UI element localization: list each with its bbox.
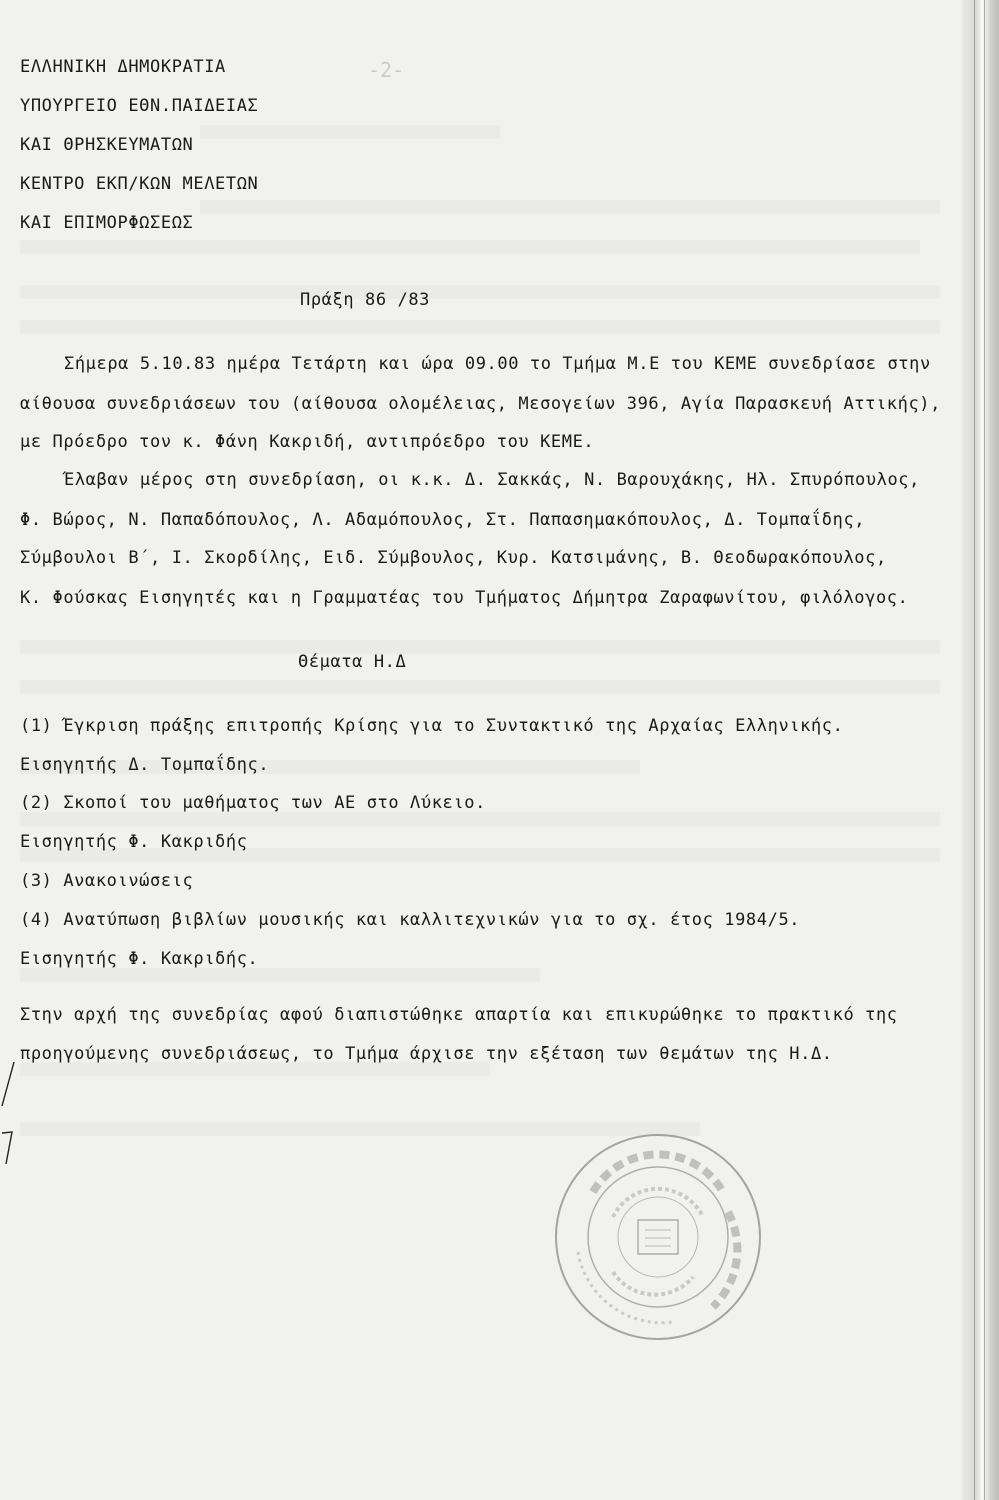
participants-line-2: Φ. Βώρος, Ν. Παπαδόπουλος, Λ. Αδαμόπουλος, Στ. Παπασημακόπουλος, Δ. Τομπαΐδης,	[20, 510, 866, 530]
bleed-through	[20, 1062, 490, 1076]
agenda-item-4: (4) Ανατύπωση βιβλίων μουσικής και καλλιτεχνικών για το σχ. έτος 1984/5.	[20, 910, 801, 930]
header-line-5: ΚΑΙ ΕΠΙΜΟΡΦΩΣΕΩΣ	[20, 213, 194, 233]
bleed-through	[20, 680, 940, 694]
page-edge	[962, 0, 999, 1500]
bleed-through	[200, 200, 940, 214]
closing-line-2: προηγούμενης συνεδριάσεως, το Τμήμα άρχισε την εξέταση των θεμάτων της Η.Δ.	[20, 1044, 833, 1064]
intro-line-2: αίθουσα συνεδριάσεων του (αίθουσα ολομέλειας, Μεσογείων 396, Αγία Παρασκευή Αττικής),	[20, 394, 941, 414]
header-line-3: ΚΑΙ ΘΡΗΣΚΕΥΜΑΤΩΝ	[20, 135, 194, 155]
participants-line-4: Κ. Φούσκας Εισηγητές και η Γραμματέας του Τμήματος Δήμητρα Ζαραφωνίτου, φιλόλογος.	[20, 588, 909, 608]
participants-line-1: Έλαβαν μέρος στη συνεδρίαση, οι κ.κ. Δ. Σακκάς, Ν. Βαρουχάκης, Ηλ. Σπυρόπουλος,	[64, 470, 920, 490]
agenda-rapporteur-4: Εισηγητής Φ. Κακριδής.	[20, 949, 259, 969]
header-line-4: ΚΕΝΤΡΟ ΕΚΠ/ΚΩΝ ΜΕΛΕΤΩΝ	[20, 174, 259, 194]
closing-line-1: Στην αρχή της συνεδρίας αφού διαπιστώθηκε απαρτία και επικυρώθηκε το πρακτικό της	[20, 1005, 898, 1025]
margin-pen-mark	[0, 1060, 20, 1170]
agenda-item-3: (3) Ανακοινώσεις	[20, 871, 194, 891]
bleed-through	[20, 285, 940, 299]
bleed-through	[20, 968, 540, 982]
footer-smudge	[115, 1428, 225, 1442]
bleed-through	[20, 320, 940, 334]
act-title: Πράξη 86 /83	[300, 290, 431, 310]
bleed-through	[20, 640, 940, 654]
intro-line-1: Σήμερα 5.10.83 ημέρα Τετάρτη και ώρα 09.00 το Τμήμα Μ.Ε του ΚΕΜΕ συνεδρίασε στην	[64, 354, 931, 374]
participants-line-3: Σύμβουλοι Β΄, Ι. Σκορδίλης, Ειδ. Σύμβουλος, Κυρ. Κατσιμάνης, Β. Θεοδωρακόπουλος,	[20, 548, 887, 568]
bleed-through	[20, 240, 920, 254]
official-seal-stamp	[553, 1132, 763, 1342]
agenda-title: Θέματα Η.Δ	[298, 652, 407, 672]
agenda-rapporteur-2: Εισηγητής Φ. Κακριδής	[20, 832, 248, 852]
agenda-item-2: (2) Σκοποί του μαθήματος των ΑΕ στο Λύκειο.	[20, 793, 486, 813]
intro-line-3: με Πρόεδρο τον κ. Φάνη Κακριδή, αντιπρόεδρο του ΚΕΜΕ.	[20, 432, 595, 452]
agenda-rapporteur-1: Εισηγητής Δ. Τομπαΐδης.	[20, 755, 270, 775]
bleed-through	[200, 125, 500, 139]
agenda-item-1: (1) Έγκριση πράξης επιτροπής Κρίσης για το Συντακτικό της Αρχαίας Ελληνικής.	[20, 716, 844, 736]
header-line-2: ΥΠΟΥΡΓΕΙΟ ΕΘΝ.ΠΑΙΔΕΙΑΣ	[20, 96, 259, 116]
bleed-through	[20, 812, 940, 826]
bleed-through-page-number: -2-	[368, 58, 405, 82]
header-line-1: ΕΛΛΗΝΙΚΗ ΔΗΜΟΚΡΑΤΙΑ	[20, 57, 226, 77]
